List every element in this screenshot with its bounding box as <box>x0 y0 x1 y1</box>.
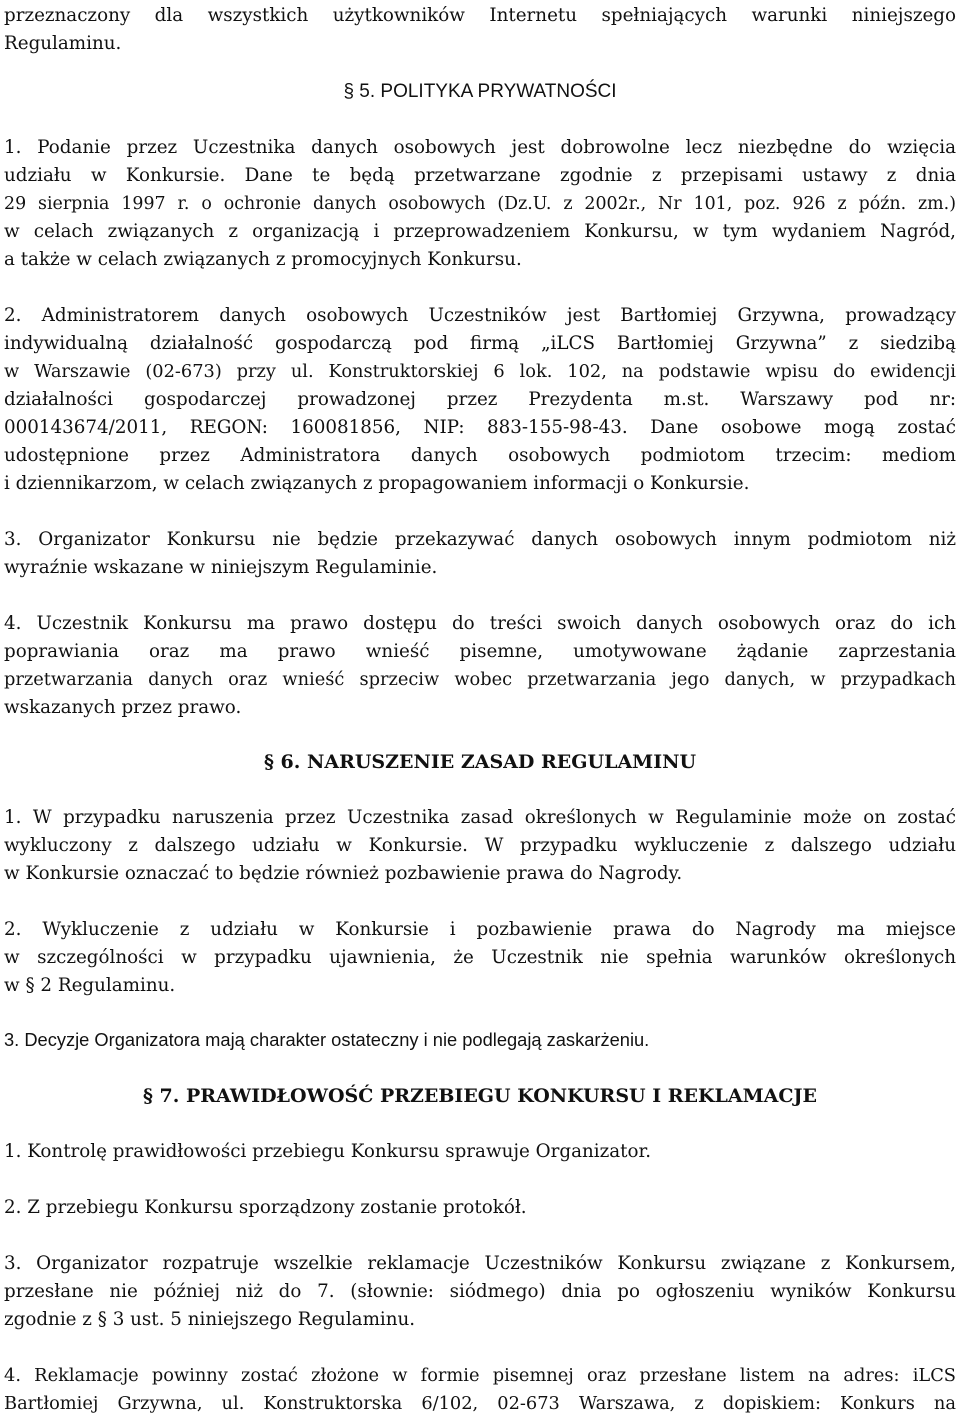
section-5-paragraph-4 <box>4 610 956 722</box>
text-line: w celach związanych z organizacją i przeprowadzeniem Konkursu, w tym wydaniem Nagród, <box>4 221 956 242</box>
text-line: 2. Administratorem danych osobowych Uczestników jest Bartłomiej Grzywna, prowadzący <box>4 305 956 326</box>
section-7-paragraph-1 <box>4 1138 956 1166</box>
text-line: Regulaminu. <box>4 33 122 54</box>
section-6-heading-wrap <box>4 748 956 776</box>
text-line: wyraźnie wskazane w niniejszym Regulaminie. <box>4 557 438 578</box>
text-line: 1. W przypadku naruszenia przez Uczestnika zasad określonych w Regulaminie może on zostać <box>4 807 956 828</box>
text-line: i dziennikarzom, w celach związanych z propagowaniem informacji o Konkursie. <box>4 473 750 494</box>
section-7-paragraph-3 <box>4 1250 956 1334</box>
text-line: działalności gospodarczej prowadzonej przez Prezydenta m.st. Warszawy pod nr: <box>4 389 956 410</box>
text-line: przeznaczony dla wszystkich użytkowników Internetu spełniających warunki niniejszego <box>4 5 956 26</box>
section-6-heading: § 6. NARUSZENIE ZASAD REGULAMINU <box>263 751 697 773</box>
section-5-heading: § 5. POLITYKA PRYWATNOŚCI <box>343 81 617 102</box>
text-line: poprawiania oraz ma prawo wnieść pisemne, umotywowane żądanie zaprzestania <box>4 641 956 662</box>
text-line: udostępnione przez Administratora danych osobowych podmiotom trzecim: mediom <box>4 445 956 466</box>
text-line: 000143674/2011, REGON: 160081856, NIP: 883-155-98-43. Dane osobowe mogą zostać <box>4 417 956 438</box>
text-line: 3. Decyzje Organizatora mają charakter ostateczny i nie podlegają zaskarżeniu. <box>4 1029 650 1050</box>
section-7-heading: § 7. PRAWIDŁOWOŚĆ PRZEBIEGU KONKURSU I REKLAMACJE <box>142 1085 817 1107</box>
section-7-paragraph-2 <box>4 1194 956 1222</box>
text-line: 3. Organizator rozpatruje wszelkie reklamacje Uczestników Konkursu związane z Konkursem, <box>4 1253 956 1274</box>
text-line: przesłane nie później niż do 7. (słownie: siódmego) dnia po ogłoszeniu wyników Konkursu <box>4 1281 956 1302</box>
section-5-paragraph-1 <box>4 134 956 274</box>
text-line: wskazanych przez prawo. <box>4 697 242 718</box>
section-5-paragraph-2 <box>4 302 956 498</box>
text-line: 1. Kontrolę prawidłowości przebiegu Konkursu sprawuje Organizator. <box>4 1141 652 1162</box>
text-line: 4. Uczestnik Konkursu ma prawo dostępu do treści swoich danych osobowych oraz do ich <box>4 613 956 634</box>
text-line: zgodnie z § 3 ust. 5 niniejszego Regulaminu. <box>4 1309 416 1330</box>
section-6-paragraph-1 <box>4 804 956 888</box>
text-line: w § 2 Regulaminu. <box>4 975 176 996</box>
text-line: wykluczony z dalszego udziału w Konkursie. W przypadku wykluczenie z dalszego udziału <box>4 835 956 856</box>
text-line: w Warszawie (02-673) przy ul. Konstruktorskiej 6 lok. 102, na podstawie wpisu do ewidencji <box>4 361 956 382</box>
section-5-heading-wrap <box>4 78 956 106</box>
section-7-paragraph-4 <box>4 1362 956 1418</box>
text-line: 3. Organizator Konkursu nie będzie przekazywać danych osobowych innym podmiotom niż <box>4 529 956 550</box>
text-line: 2. Z przebiegu Konkursu sporządzony zostanie protokół. <box>4 1197 527 1218</box>
text-line: indywidualną działalność gospodarczą pod firmą „iLCS Bartłomiej Grzywna” z siedzibą <box>4 333 956 354</box>
section-5-paragraph-3 <box>4 526 956 582</box>
text-line: 4. Reklamacje powinny zostać złożone w formie pisemnej oraz przesłane listem na adres: iLCS <box>4 1365 956 1386</box>
text-line: 29 sierpnia 1997 r. o ochronie danych osobowych (Dz.U. z 2002r., Nr 101, poz. 926 z późn. zm.) <box>4 194 956 214</box>
text-line: a także w celach związanych z promocyjnych Konkursu. <box>4 249 522 270</box>
text-line: 2. Wykluczenie z udziału w Konkursie i pozbawienie prawa do Nagrody ma miejsce <box>4 919 956 940</box>
text-line: 1. Podanie przez Uczestnika danych osobowych jest dobrowolne lecz niezbędne do wzięcia <box>4 137 956 158</box>
text-line: w Konkursie oznaczać to będzie również pozbawienie prawa do Nagrody. <box>4 863 683 884</box>
text-line: udziału w Konkursie. Dane te będą przetwarzane zgodnie z przepisami ustawy z dnia <box>4 165 956 186</box>
section-7-heading-wrap <box>4 1082 956 1110</box>
section-6-paragraph-3 <box>4 1026 956 1054</box>
text-line: przetwarzania danych oraz wnieść sprzeciw wobec przetwarzania jego danych, w przypadkach <box>4 669 956 690</box>
text-line: w szczególności w przypadku ujawnienia, że Uczestnik nie spełnia warunków określonych <box>4 947 956 968</box>
section-6-paragraph-2 <box>4 916 956 1000</box>
intro-paragraph <box>4 2 956 58</box>
text-line: Bartłomiej Grzywna, ul. Konstruktorska 6/102, 02-673 Warszawa, z dopiskiem: Konkurs na <box>4 1393 956 1414</box>
